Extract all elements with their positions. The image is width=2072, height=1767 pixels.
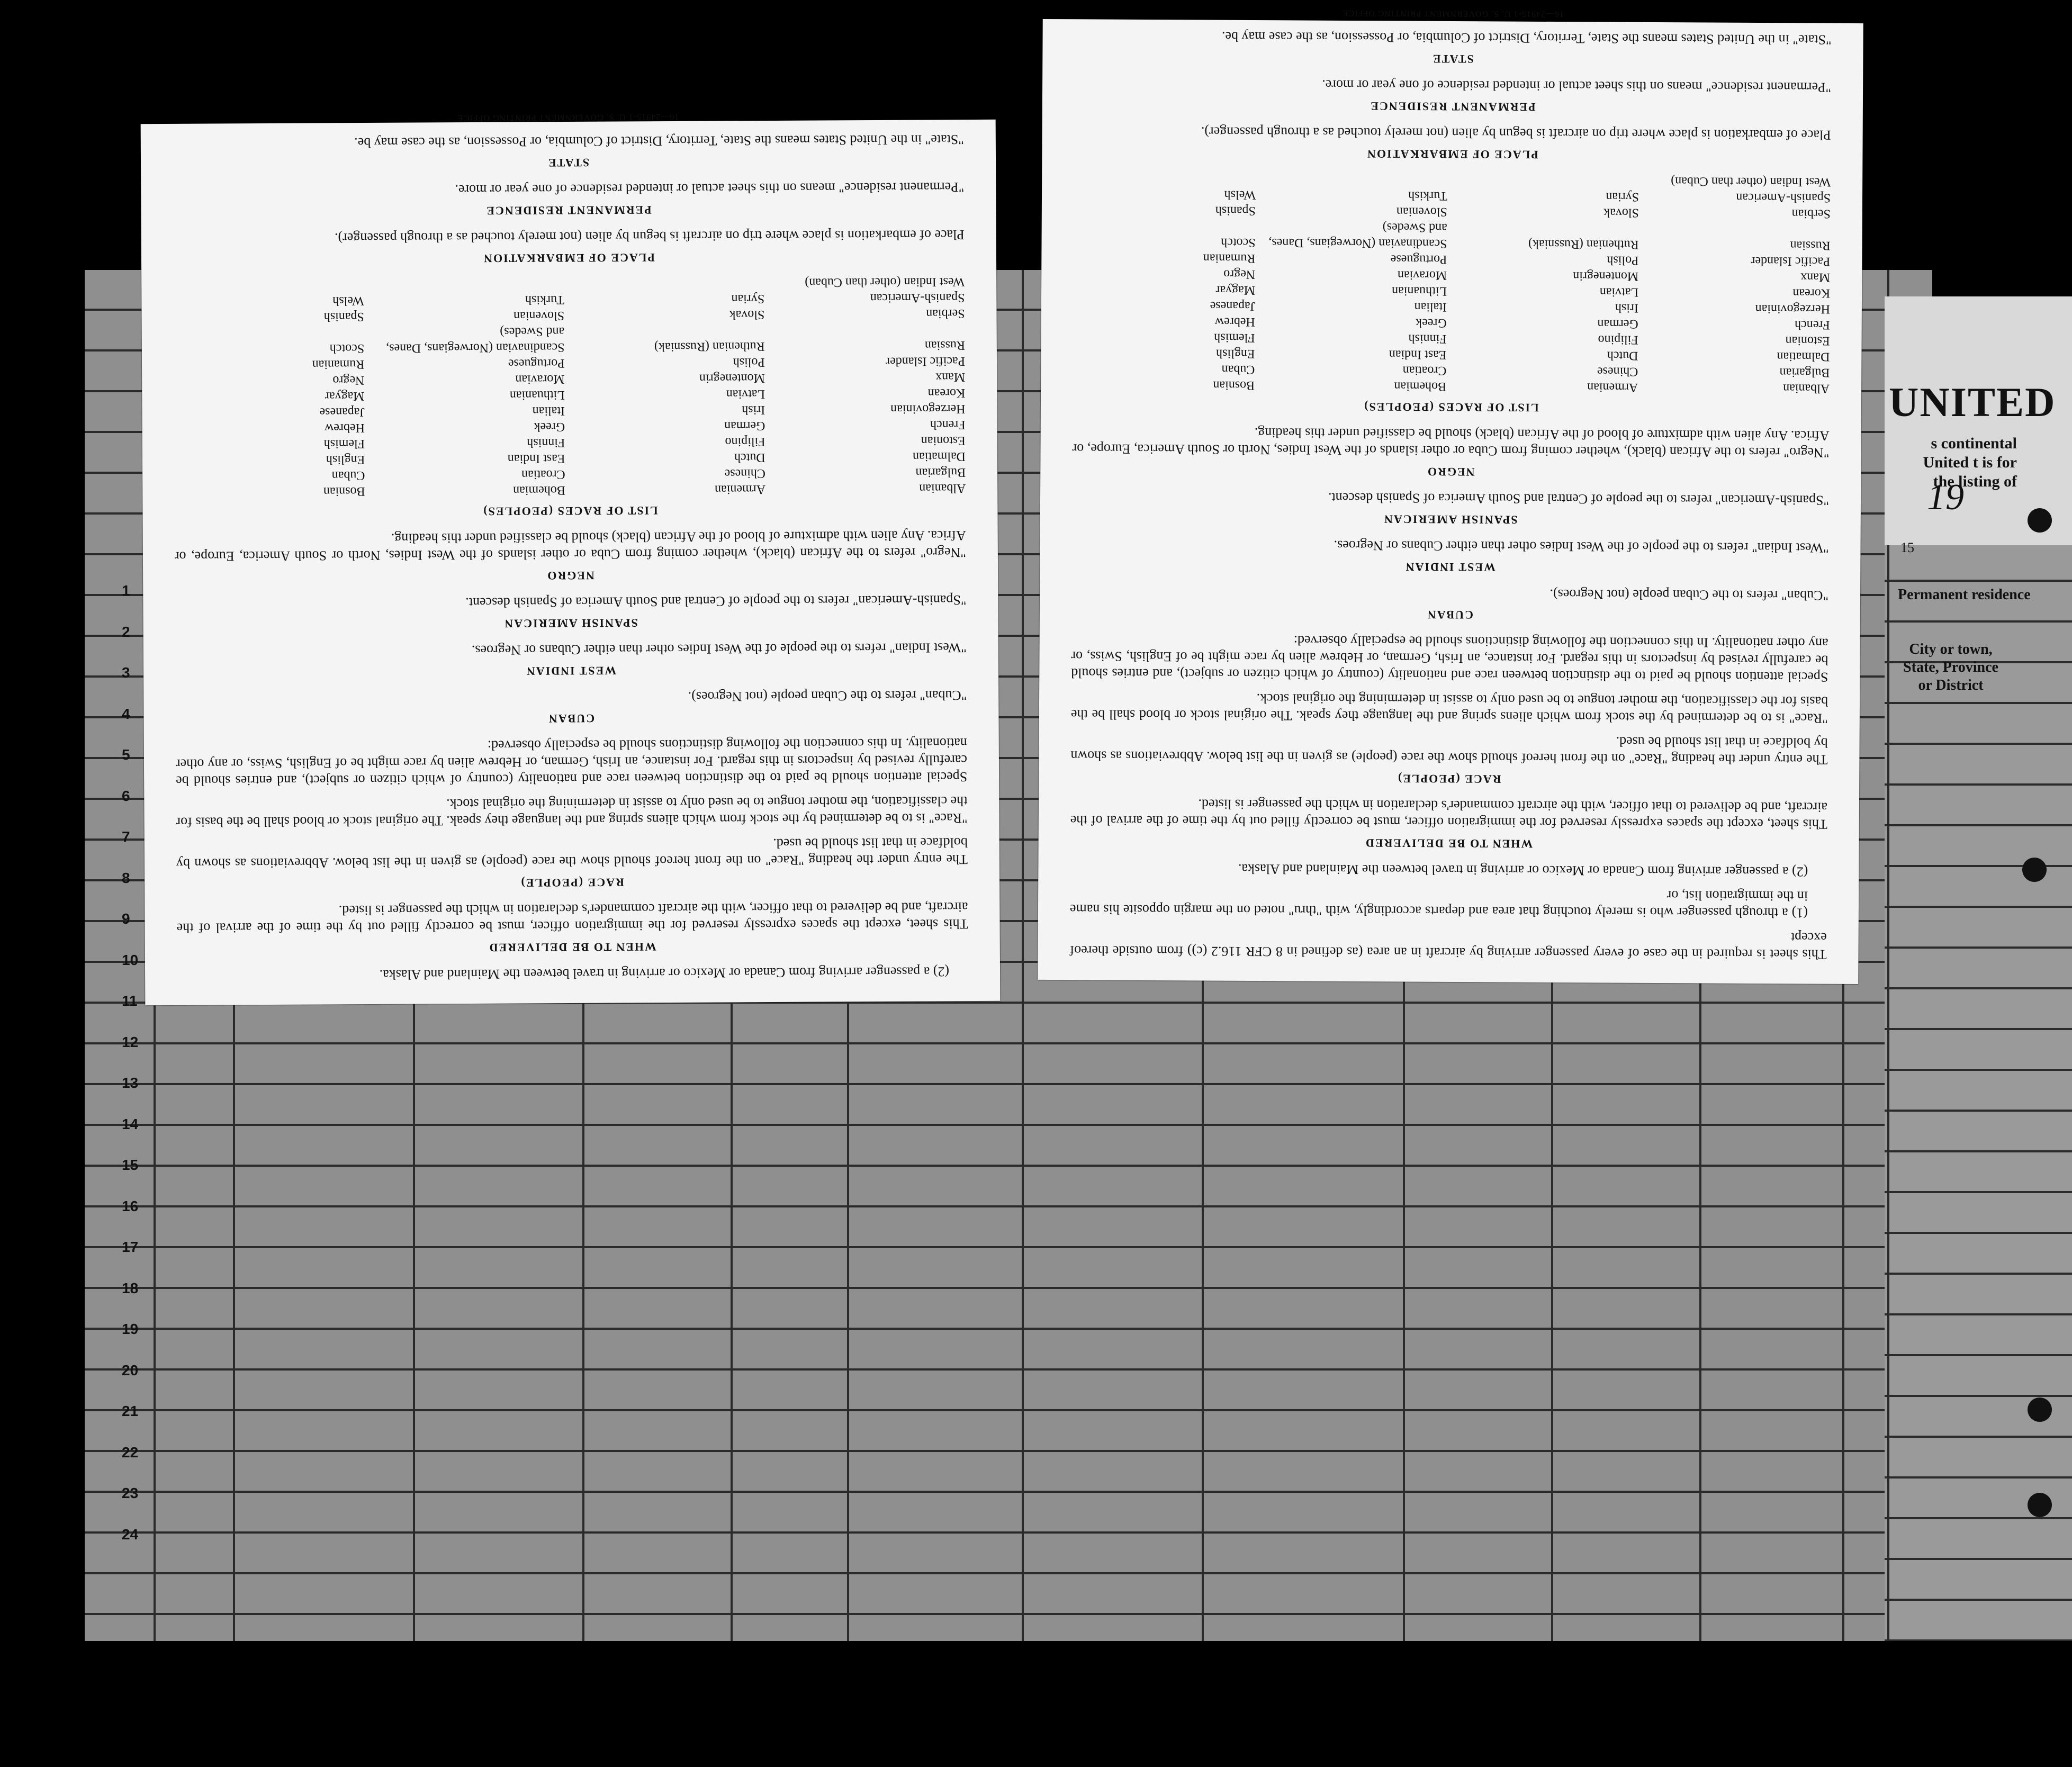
form-year: 19 <box>1927 477 1964 518</box>
race-item: Moravian <box>515 372 565 386</box>
race-item: Ruthenian (Russniak) <box>1528 237 1639 251</box>
state-text: "State" in the United States means the State, Territory, District of Columbia, or Possession, as the case may be. <box>354 132 964 151</box>
when-text: This sheet, except the spaces expressly reserved for the immigration officer, must be correctly filled out by the time of the arrival of the aircraft, and be delivered to that officer, with the aircraft commander's declaration in which the passenger is listed. <box>176 899 968 936</box>
race-item: Armenian <box>1587 380 1638 394</box>
race-item: Moravian <box>1397 268 1447 282</box>
row-number: 8 <box>122 869 130 886</box>
when-heading: WHEN TO BE DELIVERED <box>488 940 657 954</box>
race-item: Flemish <box>1214 330 1255 345</box>
embarkation-text: Place of embarkation is place where trip on aircraft is begun by alien (not merely touched as a through passenger). <box>334 227 965 246</box>
race-item: Bosnian <box>323 484 365 499</box>
race-item: Pacific Islander <box>886 354 966 368</box>
instruction-sheet-left <box>141 112 1001 1005</box>
clause-2: (2) a passenger arriving from Canada or Mexico or arriving in travel between the Mainland and Alaska. <box>1238 861 1808 880</box>
row-number: 11 <box>122 993 138 1009</box>
race-item: Japanese <box>1210 299 1255 313</box>
punch-hole <box>2028 1398 2052 1422</box>
race-item: Hebrew <box>324 421 365 435</box>
state-heading: STATE <box>547 156 590 170</box>
race-item: Finnish <box>1408 331 1447 346</box>
row-number: 19 <box>122 1321 139 1337</box>
race-item: Serbian <box>1791 206 1831 221</box>
race-item: Greek <box>534 420 565 434</box>
race-item: Dutch <box>1607 348 1638 363</box>
race-item: Negro <box>1223 267 1256 282</box>
form-title: UNITED <box>1889 379 2056 425</box>
race-item: Finnish <box>527 436 565 450</box>
row-number: 7 <box>122 828 130 845</box>
row-number: 14 <box>122 1115 139 1132</box>
race-item: Filipino <box>725 435 765 449</box>
race-item: French <box>930 418 966 432</box>
race-item: Latvian <box>726 387 765 401</box>
race-item: Italian <box>532 404 565 418</box>
race-text: Special attention should be paid to the distinction between race and nationality (country of which citizen or subject), and entries should be carefully revised by inspectors in this regard. For instance, an Irish, German, or Hebrew alien by race might be of English, Swiss, or any other nationality. In this connection the following distinctions should be especially observed: <box>175 735 968 789</box>
race-item: Scandinavian (Norwegians, Danes, and Swedes) <box>386 324 565 355</box>
row-number: 1 <box>122 582 130 599</box>
row-number: 12 <box>122 1033 139 1050</box>
embarkation-text: Place of embarkation is place where trip on aircraft is begun by alien (not merely touched as a through passenger). <box>1201 124 1831 143</box>
race-item: Irish <box>742 403 765 417</box>
row-number: 15 <box>122 1157 139 1173</box>
race-list <box>1073 170 1831 396</box>
residence-text: "Permanent residence" means on this sheet actual or intended residence of one year or more. <box>1322 77 1832 95</box>
race-item: Herzegovinian <box>1755 302 1830 316</box>
race-item: Albanian <box>1783 381 1830 395</box>
race-item: Filipino <box>1598 332 1638 347</box>
race-item: West Indian (other than Cuban) <box>805 275 965 290</box>
row-number: 23 <box>122 1485 139 1501</box>
race-item: Polish <box>1607 253 1639 267</box>
race-item: Albanian <box>919 481 966 495</box>
row-number: 5 <box>122 746 130 763</box>
row-number: 10 <box>122 951 139 968</box>
grid-line <box>1022 270 1024 1641</box>
residence-heading: PERMANENT RESIDENCE <box>485 203 652 218</box>
residence-heading: PERMANENT RESIDENCE <box>1370 100 1536 114</box>
race-item: Cuban <box>331 468 365 483</box>
race-item: West Indian (other than Cuban) <box>1671 174 1831 189</box>
race-list <box>173 274 966 500</box>
race-item: Scotch <box>1221 235 1256 250</box>
printer-line: 16—24915-1 U. S. GOVERNMENT PRINTING OFFICE <box>457 112 679 123</box>
row-number: 18 <box>122 1279 139 1296</box>
cuban-heading: CUBAN <box>547 711 595 726</box>
clause-2: (2) a passenger arriving from Canada or Mexico or arriving in travel between the Mainland and Alaska. <box>379 964 950 982</box>
race-item: Bosnian <box>1213 378 1255 393</box>
race-item: Spanish <box>323 310 364 324</box>
race-item: Serbian <box>926 306 965 321</box>
race-item: Syrian <box>731 292 765 306</box>
embarkation-heading: PLACE OF EMBARKATION <box>1366 147 1538 161</box>
permanent-residence-header: Permanent residence <box>1898 587 2031 603</box>
punch-hole <box>2028 508 2052 533</box>
punch-hole <box>2022 858 2047 882</box>
west-indian-text: "West Indian" refers to the people of the West Indies other than either Cubans or Negroes. <box>1334 537 1829 556</box>
punch-hole <box>2028 1493 2052 1517</box>
race-item: Slovenian <box>513 309 565 323</box>
row-number: 17 <box>122 1239 139 1255</box>
when-text: This sheet, except the spaces expressly reserved for the immigration officer, must be correctly filled out by the time of the arrival of the aircraft, and be delivered to that officer, with the aircraft commander's declaration in which the passenger is listed. <box>1070 796 1828 832</box>
race-item: Slovenian <box>1396 204 1447 219</box>
row-number: 16 <box>122 1197 139 1214</box>
race-item: Montenegrin <box>699 371 765 385</box>
race-item: Estonian <box>921 434 966 448</box>
negro-heading: NEGRO <box>1426 465 1475 479</box>
race-item: Lithuanian <box>509 388 565 402</box>
instruction-sheet-left-content <box>141 112 1001 1005</box>
race-text: The entry under the heading "Race" on the front hereof should show the race (people) as given in the list below. Abbreviations as shown by boldface in that list should be used. <box>176 835 968 871</box>
race-item: English <box>326 453 365 467</box>
race-item: Bulgarian <box>915 465 966 480</box>
race-item: Spanish-American <box>1736 190 1831 205</box>
race-item: Rumanian <box>312 357 365 372</box>
race-item: Cuban <box>1221 362 1255 377</box>
when-heading: WHEN TO BE DELIVERED <box>1364 836 1533 851</box>
race-item: East Indian <box>1389 347 1447 362</box>
race-item: Bulgarian <box>1779 365 1830 380</box>
instruction-sheet-right-content <box>1038 8 1863 984</box>
residence-text: "Permanent residence" means on this sheet actual or intended residence of one year or more. <box>455 179 965 198</box>
race-text: The entry under the heading "Race" on the front hereof should show the race (people) as given in the list below. Abbreviations as shown by boldface in that list should be used. <box>1070 734 1828 768</box>
race-text: "Race" is to be determined by the stock from which aliens spring and the language they speak. The original stock or blood shall be the basis for the classification, the mother tongue to be used only to assist in determining the original stock. <box>176 794 968 830</box>
race-item: Manx <box>935 370 966 384</box>
race-item: Italian <box>1414 300 1447 314</box>
race-item: French <box>1795 318 1830 332</box>
race-item: Latvian <box>1599 285 1639 299</box>
race-item: Spanish <box>1215 203 1256 218</box>
race-item: East Indian <box>507 452 565 466</box>
row-number: 6 <box>122 787 130 804</box>
race-item: Scandinavian (Norwegians, Danes, and Swedes) <box>1268 220 1447 250</box>
race-item: Slovak <box>729 308 765 322</box>
race-item: Montenegrin <box>1573 269 1639 283</box>
printer-line: 16—24915-1 U. S. GOVERNMENT PRINTING OFFICE <box>1342 8 1564 19</box>
race-item: Lithuanian <box>1392 284 1447 298</box>
race-item: German <box>1597 317 1638 331</box>
west-indian-heading: WEST INDIAN <box>1404 560 1496 574</box>
race-text: "Race" is to be determined by the stock from which aliens spring and the language they speak. The original stock or blood shall be the basis for the classification, the mother tongue to be used only to assist in determining the original stock. <box>1070 691 1828 726</box>
race-item: Japanese <box>319 405 365 419</box>
row-number: 20 <box>122 1362 139 1378</box>
city-town-header: City or town, State, Province or District <box>1903 641 1998 693</box>
race-item: Dalmatian <box>1777 349 1830 364</box>
race-item: Hebrew <box>1214 314 1255 329</box>
race-item: Russian <box>1790 238 1831 253</box>
race-item: Flemish <box>323 437 365 451</box>
race-item: Russian <box>924 338 965 353</box>
race-item: Welsh <box>1224 187 1256 202</box>
cuban-text: "Cuban" refers to the Cuban people (not Negroes). <box>688 688 967 705</box>
row-number: 4 <box>122 705 130 722</box>
race-item: Pacific Islander <box>1751 254 1831 268</box>
race-item: Croatian <box>1402 363 1447 377</box>
race-item: Croatian <box>521 467 565 482</box>
west-indian-heading: WEST INDIAN <box>525 664 617 678</box>
row-number: 2 <box>122 623 130 640</box>
embarkation-heading: PLACE OF EMBARKATION <box>483 251 655 265</box>
race-heading: RACE (PEOPLE) <box>520 876 624 890</box>
spanish-american-heading: SPANISH AMERICAN <box>1383 512 1518 527</box>
race-item: Rumanian <box>1203 251 1256 266</box>
race-item: Manx <box>1800 270 1831 284</box>
row-number: 9 <box>122 910 130 927</box>
row-number: 3 <box>122 664 130 681</box>
west-indian-text: "West Indian" refers to the people of the West Indies other than either Cubans or Negroes. <box>471 640 967 658</box>
race-item: German <box>724 419 765 433</box>
race-item: Turkish <box>1408 188 1448 203</box>
race-item: Welsh <box>332 294 364 308</box>
race-item: Slovak <box>1603 205 1639 220</box>
clause-1: (1) a through passenger who is merely touching that area and departs accordingly, with "thru" noted on the margin opposite his name in the immigration list, or <box>1069 888 1808 921</box>
column-number: 15 <box>1900 540 1914 555</box>
row-number: 22 <box>122 1444 139 1461</box>
spanish-american-text: "Spanish-American" refers to the people of Central and South America of Spanish descent. <box>1328 490 1830 508</box>
form-subtitle: s continental United t is for the listing of <box>1923 435 2017 490</box>
cuban-heading: CUBAN <box>1426 608 1474 622</box>
race-item: Chinese <box>724 466 765 481</box>
race-item: Korean <box>927 386 966 400</box>
race-item: Syrian <box>1606 190 1639 204</box>
race-item: Armenian <box>714 482 766 497</box>
instruction-sheet-right <box>1038 8 1863 984</box>
race-item: Greek <box>1416 315 1447 330</box>
spanish-american-text: "Spanish-American" refers to the people of Central and South America of Spanish descent. <box>465 592 967 611</box>
race-item: Spanish-American <box>870 291 965 305</box>
race-item: Estonian <box>1785 333 1830 348</box>
race-item: Magyar <box>1215 283 1256 297</box>
row-number: 21 <box>122 1403 139 1419</box>
race-item: Dalmatian <box>912 449 966 464</box>
negro-text: "Negro" refers to the African (black), whether coming from Cuba or other islands of the West Indies, North or South America, Europe, or Africa. Any alien with admixture of blood of the African (black) should be classified under this heading. <box>1072 425 1830 461</box>
race-item: Negro <box>332 373 365 387</box>
race-heading: RACE (PEOPLE) <box>1397 772 1501 786</box>
race-item: Chinese <box>1597 364 1638 378</box>
spanish-american-heading: SPANISH AMERICAN <box>503 616 638 630</box>
row-number: 13 <box>122 1075 139 1091</box>
race-item: Bohemian <box>1394 379 1447 393</box>
intro-text: This sheet is required in the case of every passenger arriving by aircraft in an area (as defined in 8 CFR 116.2 (c)) from outside thereof except <box>1069 930 1827 962</box>
state-text: "State" in the United States means the State, Territory, District of Columbia, or Possession, as the case may be. <box>1221 29 1832 48</box>
race-item: Portuguese <box>508 356 565 371</box>
race-item: Herzegovinian <box>890 402 966 416</box>
race-item: Bohemian <box>513 483 565 498</box>
race-item: Korean <box>1792 286 1831 300</box>
race-item: Dutch <box>734 450 765 465</box>
list-heading: LIST OF RACES (PEOPLES) <box>482 504 658 518</box>
list-heading: LIST OF RACES (PEOPLES) <box>1363 400 1539 414</box>
negro-text: "Negro" refers to the African (black), whether coming from Cuba or other islands of the West Indies, North or South America, Europe, or Africa. Any alien with admixture of blood of the African (black) should be classified under this heading. <box>174 528 966 564</box>
state-heading: STATE <box>1431 52 1474 66</box>
row-number: 24 <box>122 1526 139 1543</box>
race-item: Irish <box>1615 301 1638 315</box>
race-item: Turkish <box>525 293 564 307</box>
race-item: Polish <box>733 355 765 369</box>
race-item: English <box>1216 346 1255 361</box>
race-item: Scotch <box>329 341 365 356</box>
race-item: Magyar <box>325 389 365 403</box>
race-item: Ruthenian (Russniak) <box>654 339 765 354</box>
race-text: Special attention should be paid to the distinction between race and nationality (country of which citizen or subject), and entries should be carefully revised by inspectors in this regard. For instance, an Irish, German, or Hebrew alien by race might be of English, Swiss, or any other nationality. In this connection the following distinctions should be especially observed: <box>1071 633 1828 685</box>
race-item: Portuguese <box>1390 252 1447 266</box>
cuban-text: "Cuban" refers to the Cuban people (not Negroes). <box>1550 586 1829 603</box>
negro-heading: NEGRO <box>546 569 595 583</box>
